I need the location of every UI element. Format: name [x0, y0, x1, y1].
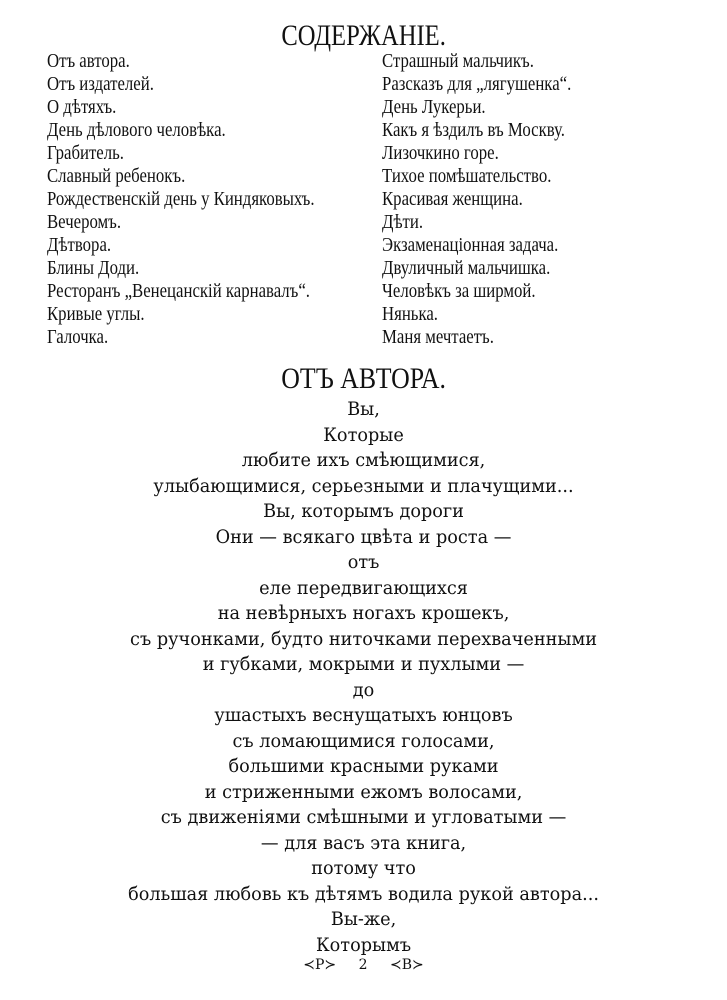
toc-item: Отъ автора. — [47, 51, 130, 72]
poem-line: съ ручонками, будто ниточками перехваченными — [130, 627, 598, 650]
poem-line: отъ — [347, 551, 380, 573]
toc-item: Вечеромъ. — [47, 212, 122, 233]
poem-line: на невѣрныхъ ногахъ крошекъ, — [217, 602, 510, 624]
signature-mark-right: ≺В≻ — [389, 957, 424, 973]
poem-line: еле передвигающихся — [259, 576, 468, 599]
toc-item: Грабитель. — [47, 143, 124, 164]
toc-item: Лизочкино горе. — [382, 143, 499, 164]
poem-line: Вы, которымъ дороги — [263, 500, 464, 522]
poem-line: улыбающимися, серьезными и плачущими... — [153, 474, 574, 497]
poem-line: и стриженными ежомъ волосами, — [204, 780, 523, 803]
toc-item: Рождественскій день у Киндяковыхъ. — [47, 189, 315, 210]
toc-item: Разсказъ для „лягушенка“. — [382, 74, 572, 95]
toc-item: Кривые углы. — [47, 304, 145, 325]
toc-item: День дѣлового человѣка. — [47, 120, 226, 141]
toc-item: Дѣтвора. — [47, 235, 112, 256]
toc-item: Дѣти. — [382, 212, 424, 233]
toc-item: О дѣтяхъ. — [47, 97, 117, 118]
toc-item: Ресторанъ „Венецанскій карнавалъ“. — [47, 281, 310, 302]
toc-item: Красивая женщина. — [382, 189, 523, 210]
toc-title: СОДЕРЖАНІЕ. — [281, 19, 446, 52]
toc-item: День Лукерьи. — [382, 97, 486, 118]
poem-line: Которые — [323, 423, 404, 446]
poem-line: потому что — [311, 857, 416, 879]
poem-line: и губками, мокрыми и пухлыми — — [202, 653, 525, 675]
signature-mark-left: ≺Р≻ — [303, 957, 337, 973]
toc-item: Маня мечтаетъ. — [382, 327, 494, 348]
toc-item: Человѣкъ за ширмой. — [382, 281, 536, 302]
toc-item: Нянька. — [382, 304, 438, 325]
toc-item: Какъ я ѣздилъ въ Москву. — [382, 120, 565, 141]
toc-item: Блины Доди. — [47, 258, 140, 279]
poem-line: Которымъ — [315, 933, 412, 956]
toc-item: Тихое помѣшательство. — [382, 166, 552, 187]
page-footer — [0, 955, 727, 975]
poem-line: Вы, — [347, 398, 380, 420]
poem-line: Они — всякаго цвѣта и роста — — [215, 525, 512, 548]
toc-item: Экзаменаціонная задача. — [382, 235, 559, 256]
poem-line: съ ломающимися голосами, — [232, 729, 495, 752]
poem-line: до — [352, 678, 375, 701]
poem-line: большими красными руками — [228, 755, 499, 777]
toc-item: Страшный мальчикъ. — [382, 51, 534, 72]
toc-item: Двуличный мальчишка. — [382, 258, 551, 279]
toc-left-column — [47, 50, 358, 349]
page-number: 2 — [358, 957, 368, 973]
poem-line: ушастыхъ веснущатыхъ юнцовъ — [214, 704, 513, 726]
poem-line: любите ихъ смѣющимися, — [241, 449, 486, 471]
poem-text — [0, 397, 727, 958]
poem-line: большая любовь къ дѣтямъ водила рукой автора... — [128, 882, 599, 905]
toc-item: Славный ребенокъ. — [47, 166, 186, 187]
toc-item: Отъ издателей. — [47, 74, 154, 95]
poem-line: — для васъ эта книга, — [260, 831, 467, 854]
toc-right-column — [382, 50, 602, 349]
toc-item: Галочка. — [47, 327, 109, 348]
section-title: ОТЪ АВТОРА. — [281, 362, 446, 395]
poem-line: Вы-же, — [330, 908, 397, 930]
poem-line: съ движеніями смѣшными и угловатыми — — [160, 806, 567, 828]
